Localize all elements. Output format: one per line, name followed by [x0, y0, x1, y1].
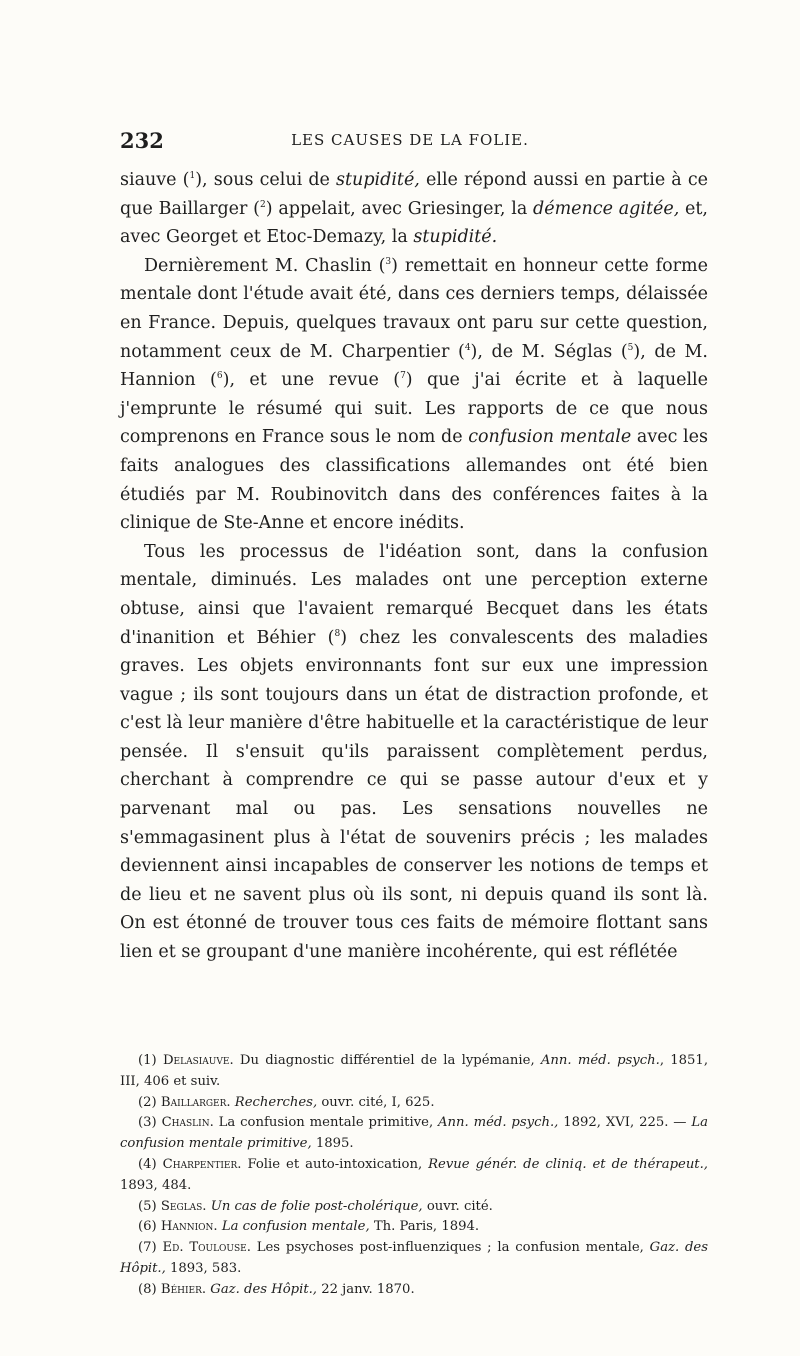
footnote: (6) Hannion. La confusion mentale, Th. Paris, 1894.	[138, 1219, 480, 1235]
footnote: (4) Charpentier. Folie et auto-intoxication, Revue génér. de cliniq. et de thérapeut., 1893, 484.	[120, 1156, 708, 1193]
footnote: (1) Delasiauve. Du diagnostic différentiel de la lypémanie, Ann. méd. psych., 1851, III, 406 et suiv.	[120, 1053, 709, 1089]
footnote: (7) Ed. Toulouse. Les psychoses post-influenziques ; la confusion mentale, Gaz. des Hôpit., 1893, 583.	[120, 1240, 709, 1276]
paragraph: siauve ($^1$), sous celui de stupidité, elle répond aussi en partie à ce que Baillarger ($^2$) appelait, avec Griesinger, la démence agitée, et, avec Georget et Etoc-Demazy, la stupidité.	[120, 170, 709, 248]
paragraph: Dernièrement M. Chaslin ($^3$) remettait en honneur cette forme mentale dont l'étude avait été, dans ces derniers temps, délaissée en France. Depuis, quelques travaux ont paru sur cette question, notamment ceux de M. Charpentier ($^4$), de M. Séglas ($^5$), de M. Hannion ($^6$), et une revue ($^7$) que j'ai écrite et à laquelle j'emprunte le résumé qui suit. Les rapports de ce que nous comprenons en France sous le nom de confusion mentale avec les faits analogues des classifications allemandes ont été bien étudiés par M. Roubinovitch dans des conférences faites à la clinique de Ste-Anne et encore inédits.	[120, 255, 708, 534]
footnotes	[120, 1051, 708, 1301]
footnote: (8) Béhier. Gaz. des Hôpit., 22 janv. 1870.	[138, 1281, 415, 1297]
footnote: (3) Chaslin. La confusion mentale primitive, Ann. méd. psych., 1892, XVI, 225. — La confusion mentale primitive, 1895.	[120, 1115, 708, 1152]
body-text	[120, 166, 708, 967]
paragraph: Tous les processus de l'idéation sont, dans la confusion mentale, diminués. Les malades ont une perception externe obtuse, ainsi que l'avaient remarqué Becquet dans les états d'inanition et Béhier ($^8$) chez les convalescents des maladies graves. Les objets environnants font sur eux une impression vague ; ils sont toujours dans un état de distraction profonde, et c'est là leur manière d'être habituelle et la caractéristique de leur pensée. Il s'ensuit qu'ils paraissent complètement perdus, cherchant à comprendre ce qui se passe autour d'eux et y parvenant mal ou pas. Les sensations nouvelles ne s'emmagasinent plus à l'état de souvenirs précis ; les malades deviennent ainsi incapables de conserver les notions de temps et de lieu et ne savent plus où ils sont, ni depuis quand ils sont là. On est étonné de trouver tous ces faits de mémoire flottant sans lien et se groupant d'une manière incohérente, qui est réflétée	[120, 541, 708, 963]
footnote: (5) Seglas. Un cas de folie post-cholérique, ouvr. cité.	[138, 1198, 493, 1214]
page-number: 232	[120, 128, 164, 153]
footnote: (2) Baillarger. Recherches, ouvr. cité, I, 625.	[138, 1094, 435, 1110]
running-title: LES CAUSES DE LA FOLIE.	[291, 131, 529, 149]
page-header	[120, 128, 700, 154]
